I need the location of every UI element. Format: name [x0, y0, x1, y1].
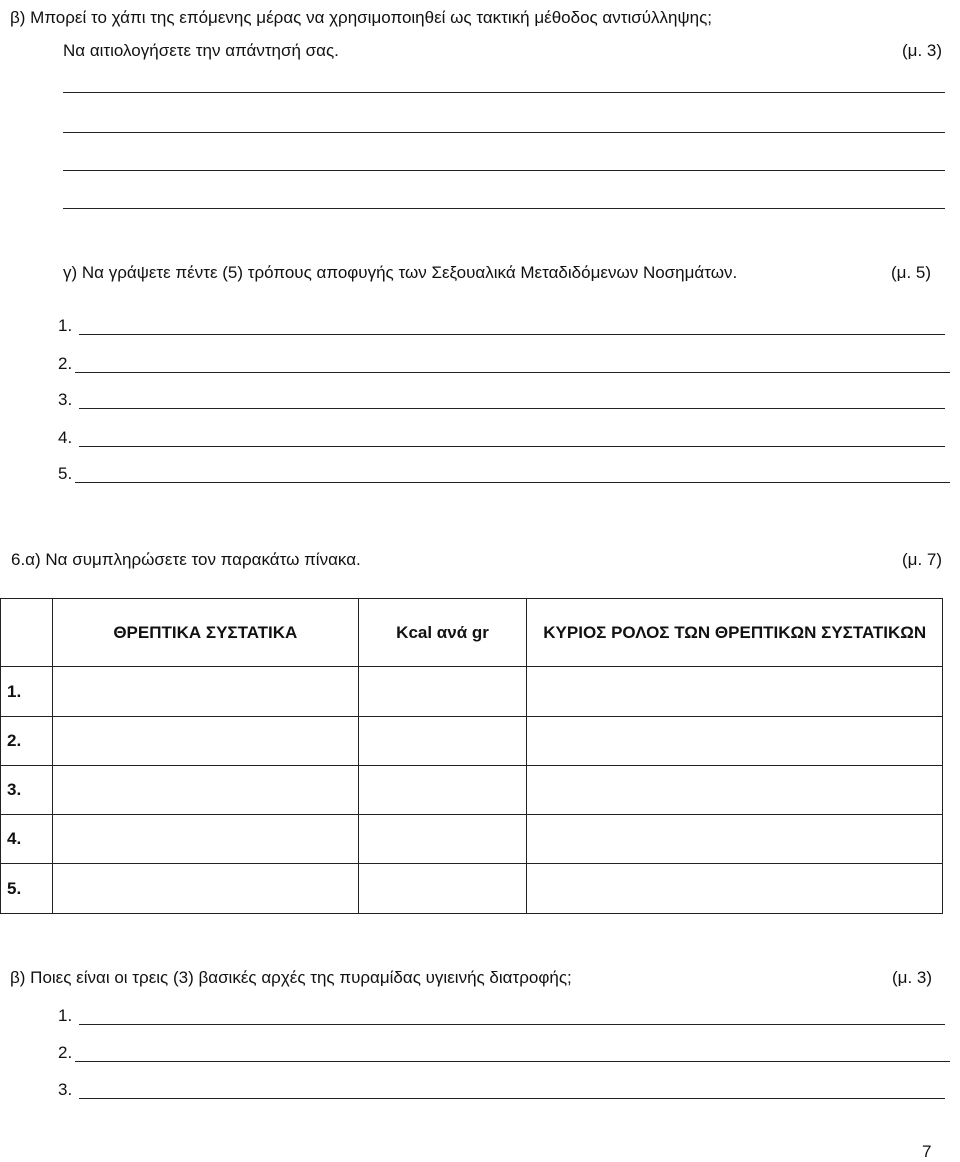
- row-number: 2.: [1, 717, 53, 766]
- row-number: 5.: [1, 864, 53, 914]
- table-row: [1, 864, 943, 914]
- table-cell[interactable]: [358, 864, 527, 914]
- table-row: [1, 667, 943, 717]
- answer-line[interactable]: [79, 334, 945, 335]
- table-row: [1, 815, 943, 864]
- answer-line[interactable]: [79, 408, 945, 409]
- table-header-nutrients: ΘΡΕΠΤΙΚΑ ΣΥΣΤΑΤΙΚΑ: [52, 599, 358, 667]
- question-b-line1: β) Μπορεί το χάπι της επόμενης μέρας να χρησιμοποιηθεί ως τακτική μέθοδος αντισύλληψης;: [10, 8, 712, 27]
- answer-line[interactable]: [75, 1061, 950, 1062]
- table-row: [1, 766, 943, 815]
- table-header-cell-blank: [1, 599, 53, 667]
- question-c-marks: (μ. 5): [891, 263, 932, 282]
- list-item-number: 1.: [58, 1006, 73, 1025]
- answer-line[interactable]: [75, 372, 950, 373]
- list-item-number: 1.: [58, 316, 73, 335]
- row-number: 1.: [1, 667, 53, 717]
- list-item-number: 2.: [58, 354, 73, 373]
- table-header-role: ΚΥΡΙΟΣ ΡΟΛΟΣ ΤΩΝ ΘΡΕΠΤΙΚΩΝ ΣΥΣΤΑΤΙΚΩΝ: [527, 599, 943, 667]
- table-cell[interactable]: [52, 667, 358, 717]
- table-cell[interactable]: [358, 766, 527, 815]
- page-number: 7: [922, 1142, 932, 1161]
- question-6b-text: β) Ποιες είναι οι τρεις (3) βασικές αρχές της πυραμίδας υγιεινής διατροφής;: [10, 968, 572, 987]
- answer-line[interactable]: [63, 132, 945, 133]
- table-cell[interactable]: [52, 864, 358, 914]
- answer-line[interactable]: [63, 208, 945, 209]
- list-item-number: 5.: [58, 464, 73, 483]
- answer-line[interactable]: [63, 92, 945, 93]
- table-cell[interactable]: [527, 717, 943, 766]
- table-cell[interactable]: [527, 766, 943, 815]
- question-6a-text: 6.α) Να συμπληρώσετε τον παρακάτω πίνακα.: [11, 550, 361, 569]
- table-header-kcal: Kcal ανά gr: [358, 599, 527, 667]
- answer-line[interactable]: [79, 1098, 945, 1099]
- table-cell[interactable]: [527, 815, 943, 864]
- question-b-marks: (μ. 3): [902, 41, 943, 60]
- table-cell[interactable]: [358, 815, 527, 864]
- nutrients-table: [0, 598, 943, 914]
- row-number: 3.: [1, 766, 53, 815]
- table-cell[interactable]: [527, 667, 943, 717]
- question-b-line2: Να αιτιολογήσετε την απάντησή σας.: [63, 41, 339, 60]
- table-cell[interactable]: [52, 766, 358, 815]
- row-number: 4.: [1, 815, 53, 864]
- table-cell[interactable]: [358, 667, 527, 717]
- list-item-number: 2.: [58, 1043, 73, 1062]
- question-6b-marks: (μ. 3): [892, 968, 933, 987]
- table-cell[interactable]: [52, 717, 358, 766]
- list-item-number: 3.: [58, 390, 73, 409]
- question-c-text: γ) Να γράψετε πέντε (5) τρόπους αποφυγής των Σεξουαλικά Μεταδιδόμενων Νοσημάτων.: [63, 263, 738, 282]
- table-header-row: [1, 599, 943, 667]
- question-6a-marks: (μ. 7): [902, 550, 943, 569]
- table-cell[interactable]: [527, 864, 943, 914]
- list-item-number: 4.: [58, 428, 73, 447]
- answer-line[interactable]: [63, 170, 945, 171]
- answer-line[interactable]: [79, 446, 945, 447]
- answer-line[interactable]: [75, 482, 950, 483]
- answer-line[interactable]: [79, 1024, 945, 1025]
- list-item-number: 3.: [58, 1080, 73, 1099]
- table-cell[interactable]: [52, 815, 358, 864]
- table-cell[interactable]: [358, 717, 527, 766]
- table-row: [1, 717, 943, 766]
